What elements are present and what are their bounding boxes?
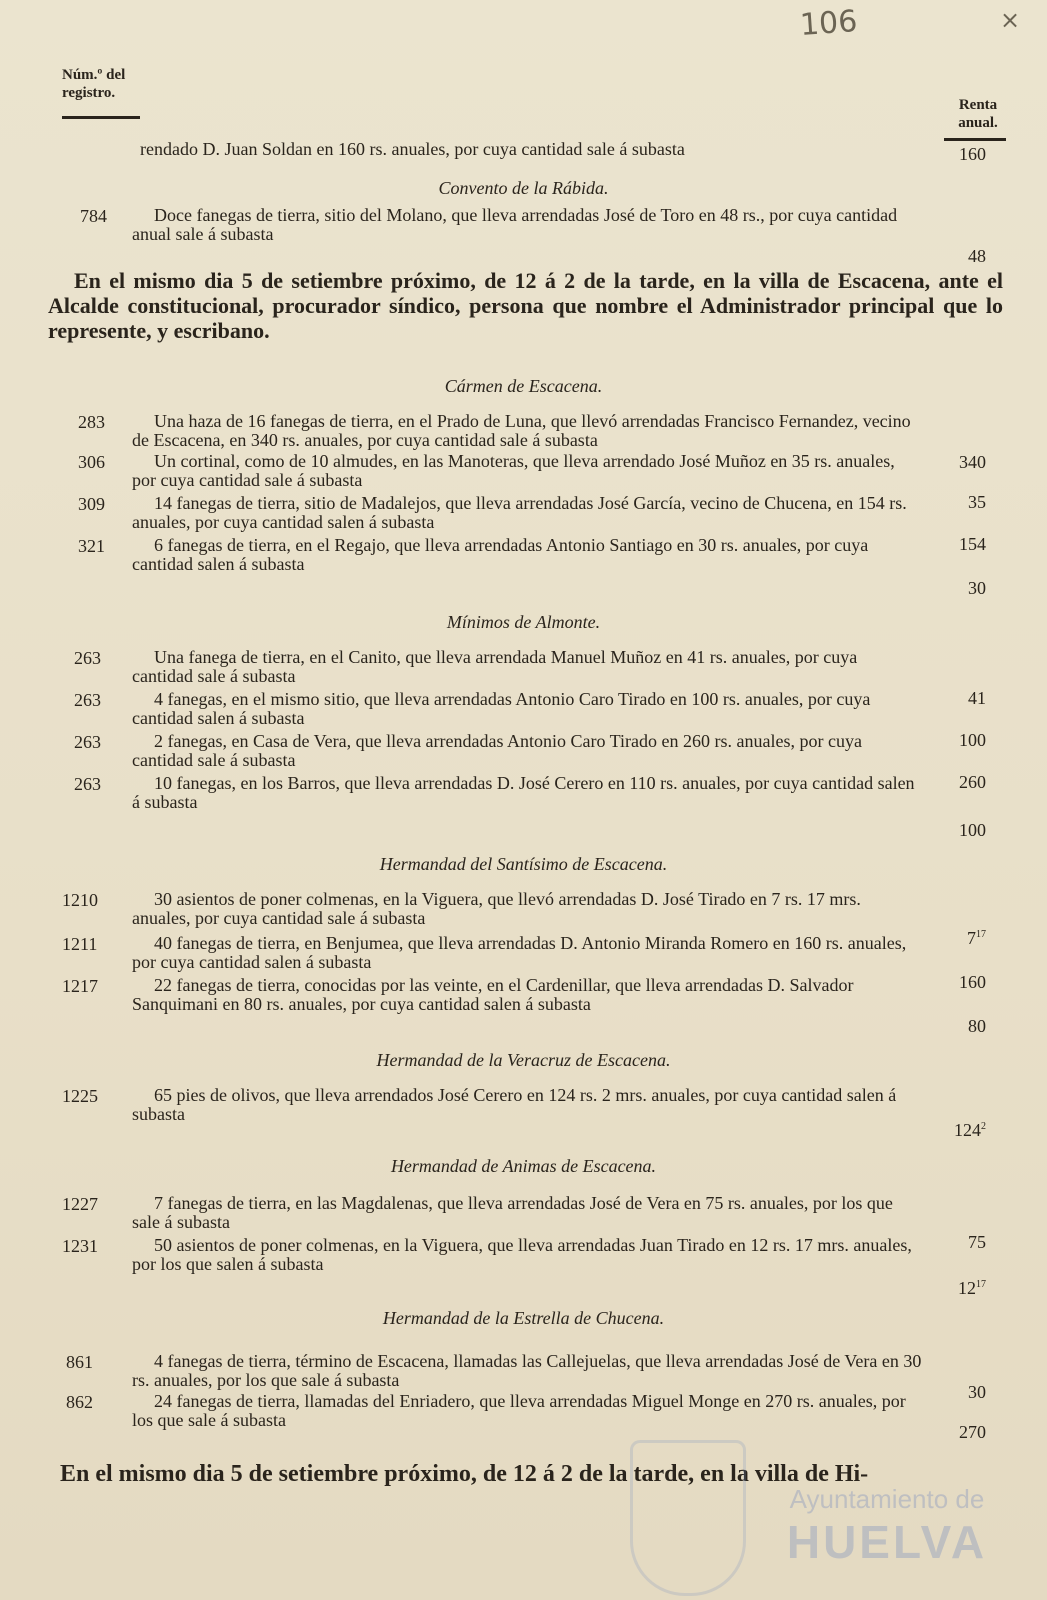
registry-number-header [62, 66, 140, 119]
entry-rent: 340 [959, 452, 986, 472]
entry-rent [930, 1120, 986, 1141]
rent-reales: 12 [958, 1278, 976, 1298]
registry-number: 1231 [62, 1236, 98, 1256]
header-right-line1: Renta [958, 97, 998, 113]
rent-reales: 124 [954, 1120, 981, 1140]
registry-number: 1210 [62, 890, 98, 910]
entry-text: 24 fanegas de tierra, llamadas del Enriadero, que lleva arrendadas Miguel Monge en 270 rs. anuales, por los que sale á subasta [132, 1391, 906, 1430]
entry-text: 30 asientos de poner colmenas, en la Viguera, que llevó arrendadas D. José Tirado en 7 rs. 17 mrs. anuales, por cuya cantidad sale á subasta [132, 889, 861, 928]
registry-number: 263 [74, 648, 101, 668]
rent-maravedis: 17 [976, 1279, 986, 1290]
registry-number: 1217 [62, 976, 98, 996]
folio-number: 106 [798, 4, 859, 43]
entry-rent: 41 [968, 688, 986, 708]
registry-number: 1211 [62, 934, 98, 954]
section-title: Convento de la Rábida. [438, 178, 609, 198]
entry-text: rendado D. Juan Soldan en 160 rs. anuales, por cuya cantidad sale á subasta [140, 139, 685, 159]
auction-announcement-continued: En el mismo dia 5 de setiembre próximo, de 12 á 2 de la tarde, en la villa de Hi- [60, 1461, 869, 1487]
entry-text: 4 fanegas de tierra, término de Escacena, llamadas las Callejuelas, que lleva arrendadas José de Vera en 30 rs. anuales, por los que sale á subasta [132, 1351, 922, 1390]
entry-text: 50 asientos de poner colmenas, en la Viguera, que lleva arrendadas Juan Tirado en 12 rs. 17 mrs. anuales, por los que salen á subasta [132, 1235, 912, 1274]
section-title: Hermandad del Santísimo de Escacena. [379, 854, 668, 874]
entry-rent [930, 1278, 986, 1299]
registry-number: 1225 [62, 1086, 98, 1106]
header-left-line1: Núm.º del [62, 67, 126, 83]
entry-text: 40 fanegas de tierra, en Benjumea, que lleva arrendadas D. Antonio Miranda Romero en 160 rs. anuales, por cuya cantidad salen á subasta [132, 933, 907, 972]
section-title: Hermandad de la Estrella de Chucena. [382, 1308, 665, 1328]
corner-mark: × [1000, 6, 1021, 34]
entry-rent: 30 [968, 578, 986, 598]
registry-number: 283 [78, 412, 105, 432]
entry-rent: 160 [959, 972, 986, 992]
header-right-rule [944, 138, 1006, 141]
rent-reales: 7 [967, 928, 976, 948]
entry-text: 10 fanegas, en los Barros, que lleva arrendadas D. José Cerero en 110 rs. anuales, por cuya cantidad salen á subasta [132, 773, 915, 812]
auction-announcement: En el mismo dia 5 de setiembre próximo, de 12 á 2 de la tarde, en la villa de Escacena, ante el Alcalde constitucional, procurador síndico, persona que nombre el Administrador principal que lo represente, y escribano. [48, 268, 1003, 343]
watermark-line2: HUELVA [786, 1516, 988, 1568]
entry-text: 14 fanegas de tierra, sitio de Madalejos, que lleva arrendadas José García, vecino de Chucena, en 154 rs. anuales, por cuya cantidad salen á subasta [132, 493, 907, 532]
huelva-watermark [752, 1484, 1022, 1569]
watermark-line1: Ayuntamiento de [789, 1484, 985, 1514]
registry-number: 1227 [62, 1194, 98, 1214]
rent-maravedis: 17 [976, 929, 986, 940]
entry-text: 7 fanegas de tierra, en las Magdalenas, que lleva arrendadas José de Vera en 75 rs. anuales, por los que sale á subasta [132, 1193, 893, 1232]
entry-rent: 260 [959, 772, 986, 792]
registry-number: 263 [74, 774, 101, 794]
entry-rent: 75 [968, 1232, 986, 1252]
registry-number: 784 [80, 206, 107, 226]
entry-rent: 48 [968, 246, 986, 266]
entry-text: Una fanega de tierra, en el Canito, que lleva arrendada Manuel Muñoz en 41 rs. anuales, por cuya cantidad sale á subasta [132, 647, 858, 686]
registry-number: 321 [78, 536, 105, 556]
entry-text: Doce fanegas de tierra, sitio del Molano, que lleva arrendadas José de Toro en 48 rs., por cuya cantidad anual sale á subasta [132, 205, 898, 244]
entry-text: 65 pies de olivos, que lleva arrendados José Cerero en 124 rs. 2 mrs. anuales, por cuya cantidad salen á subasta [132, 1085, 897, 1124]
section-title: Hermandad de Animas de Escacena. [390, 1156, 657, 1176]
entry-rent: 160 [959, 144, 986, 164]
entry-rent: 35 [968, 492, 986, 512]
entry-rent: 100 [959, 820, 986, 840]
registry-number: 309 [78, 494, 105, 514]
entry-rent: 80 [968, 1016, 986, 1036]
header-left-rule [62, 116, 140, 119]
rent-maravedis: 2 [981, 1121, 986, 1132]
header-left-line2: registro. [62, 85, 116, 101]
entry-text: Una haza de 16 fanegas de tierra, en el Prado de Luna, que llevó arrendadas Francisco Fernandez, vecino de Escacena, en 340 rs. anuales, por cuya cantidad sale á subasta [132, 411, 911, 450]
entry-rent: 154 [959, 534, 986, 554]
entry-text: 2 fanegas, en Casa de Vera, que lleva arrendadas Antonio Caro Tirado en 260 rs. anuales, por cuya cantidad sale á subasta [132, 731, 862, 770]
registry-number: 306 [78, 452, 105, 472]
registry-number: 861 [66, 1352, 93, 1372]
registry-number: 263 [74, 690, 101, 710]
registry-number: 263 [74, 732, 101, 752]
entry-rent: 270 [959, 1422, 986, 1442]
annual-rent-header [950, 96, 1006, 141]
section-title: Cármen de Escacena. [444, 376, 603, 396]
section-title: Hermandad de la Veracruz de Escacena. [376, 1050, 671, 1070]
entry-text: 6 fanegas de tierra, en el Regajo, que lleva arrendadas Antonio Santiago en 30 rs. anuales, por cuya cantidad salen á subasta [132, 535, 869, 574]
entry-text: 4 fanegas, en el mismo sitio, que lleva arrendadas Antonio Caro Tirado en 100 rs. anuales, por cuya cantidad salen á subasta [132, 689, 871, 728]
entry-rent: 100 [959, 730, 986, 750]
registry-number: 862 [66, 1392, 93, 1412]
entry-text: 22 fanegas de tierra, conocidas por las veinte, en el Cardenillar, que lleva arrendadas D. Salvador Sanquimani en 80 rs. anuales, por cuya cantidad salen á subasta [132, 975, 854, 1014]
coat-of-arms-watermark [630, 1440, 746, 1596]
entry-rent [930, 928, 986, 949]
entry-text: Un cortinal, como de 10 almudes, en las Manoteras, que lleva arrendado José Muñoz en 35 rs. anuales, por cuya cantidad sale á subasta [132, 451, 895, 490]
header-right-line2: anual. [958, 115, 998, 131]
entry-rent: 30 [968, 1382, 986, 1402]
section-title: Mínimos de Almonte. [446, 612, 601, 632]
